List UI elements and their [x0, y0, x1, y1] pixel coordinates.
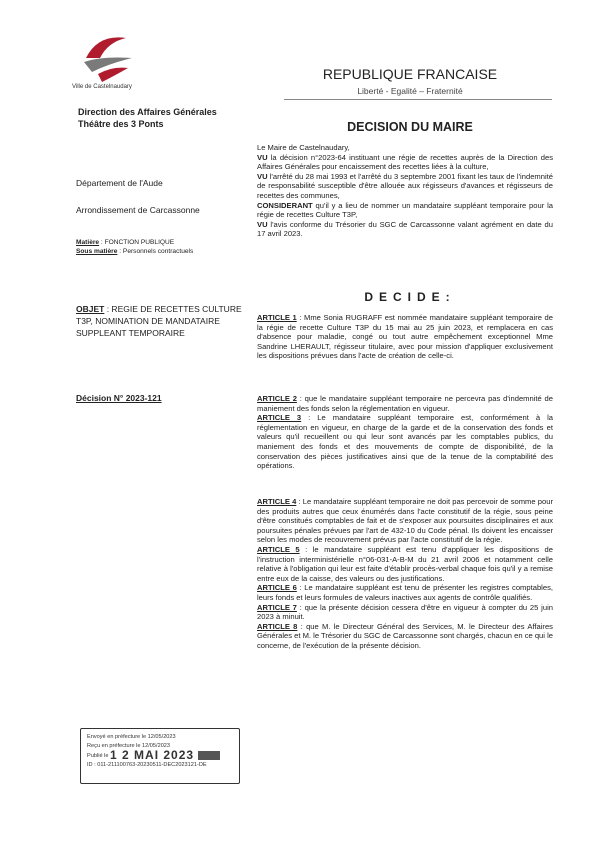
article-1: ARTICLE 1 : Mme Sonia RUGRAFF est nommée mandataire suppléant temporaire de la régie de recette Culture T3P du 15 mai au 25 juin 2023, et remplacera en cas d'absence pour maladie, congé ou tout autre empêchement exceptionnel Mme Sandrine LHERAULT, régisseur titulaire, avec pour mission d'appliquer exclusivement les dispositions prévues dans l'acte de création de celle-ci. [257, 313, 553, 361]
matiere: Matière : FONCTION PUBLIQUE [76, 239, 175, 246]
stamp-mark-icon [198, 751, 220, 760]
city-name: Ville de Castelnaudary [72, 84, 132, 90]
city-logo [78, 28, 138, 88]
header-divider [284, 99, 552, 100]
departement: Département de l'Aude [76, 178, 163, 188]
sous-matiere: Sous matière : Personnels contractuels [76, 248, 194, 255]
decision-number: Décision N° 2023-121 [76, 393, 162, 403]
arrondissement: Arrondissement de Carcassonne [76, 205, 200, 215]
motto: Liberté - Egalité – Fraternité [357, 86, 463, 96]
republique-title: REPUBLIQUE FRANCAISE [322, 66, 498, 82]
decision-title: DECISION DU MAIRE [347, 120, 473, 134]
direction-title: Direction des Affaires Générales Théâtre des 3 Ponts [78, 107, 217, 129]
article-4-8: ARTICLE 4 : Le mandataire suppléant temporaire ne doit pas percevoir de somme pour des produits autres que ceux énumérés dans l'acte constitutif de la régie, sous peine d'être constitués comptables de fait et de s'exposer aux poursuites disciplinaires et aux poursuites pénales prévues par l'art de 432-10 du Code pénal. Ils doivent les encaisser selon les modes de recouvrement prévus par l'acte constitutif de la régie. ARTICLE 5 : le mandataire suppléant est tenu d'appliquer les dispositions de l'instruction interministérielle n°06-031-A-B-M du 21 avril 2006 et notamment celle relative à l'obligation qui leur est faite d'établir procès-verbal chaque fois qu'il y a remise entre eux de la caisse, des valeurs ou des justifications. ARTICLE 6 : Le mandataire suppléant est tenu de présenter les registres comptables, leurs fonds et leurs formules de valeurs inactives aux agents de contrôle qualifiés. ARTICLE 7 : que la présente décision cessera d'être en vigueur à compter du 25 juin 2023 à minuit. ARTICLE 8 : que M. le Directeur Général des Services, M. le Directeur des Affaires Générales et M. le Trésorier du SGC de Carcassonne sont chargés, chacun en ce qui le concerne, de l'exécution de la présente décision. [257, 497, 553, 650]
article-2-3: ARTICLE 2 : que le mandataire suppléant temporaire ne percevra pas d'indemnité de maniement des fonds selon la réglementation en vigueur. ARTICLE 3 : Le mandataire suppléant temporaire est, conformément à la réglementation en vigueur, en charge de la garde et de la conservation des fonds et valeurs qu'il recueillent ou qui leur sont avancés par les comptables publics, du maniement des fonds et des mouvements de compte de disponibilité, de la conservation des pièces justificatives ainsi que de la tenue de la comptabilité des opérations. [257, 394, 553, 471]
preamble: Le Maire de Castelnaudary, VU la décision n°2023-64 instituant une régie de recettes auprès de la Direction des Affaires Générales pour encaissement des recettes liées à la culture, VU l'arrêté du 28 mai 1993 et l'arrêté du 3 septembre 2001 fixant les taux de l'indemnité de responsabilité susceptible d'être allouée aux régisseurs d'avances et régisseurs de recettes des communes, CONSIDERANT qu'il y a lieu de nommer un mandataire suppléant temporaire pour la régie de recettes Culture T3P, VU l'avis conforme du Trésorier du SGC de Carcassonne valant agrément en date du 17 avril 2023. [257, 143, 553, 239]
prefecture-stamp: Envoyé en préfecture le 12/05/2023 Reçu en préfecture le 12/05/2023 Publié le 1 2 MAI 2023 ID : 011-211100763-20230511-DEC2023121-DE [80, 728, 240, 784]
objet: OBJET : REGIE DE RECETTES CULTURE T3P, NOMINATION DE MANDATAIRE SUPPLEANT TEMPORAIRE [76, 304, 242, 338]
decide-heading: DECIDE: [364, 290, 456, 304]
